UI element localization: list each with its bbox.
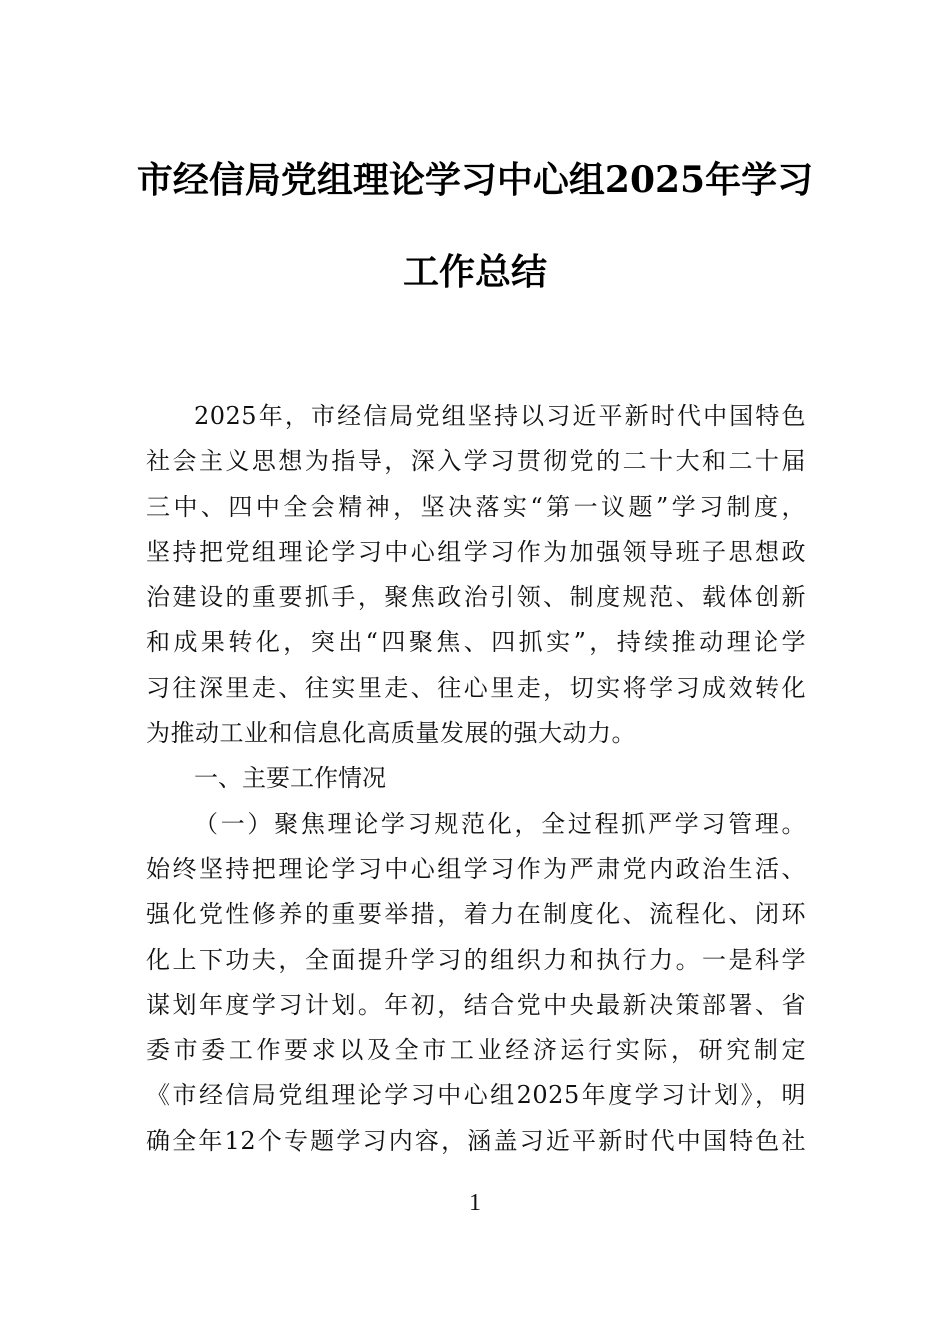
title-line-1: 市经信局党组理论学习中心组2025年学习 xyxy=(136,159,814,201)
paragraph-line: 为推动工业和信息化高质量发展的强大动力。 xyxy=(146,719,636,748)
document-title xyxy=(120,159,830,293)
page-number: 1 xyxy=(469,1190,481,1216)
paragraph-line: 《市经信局党组理论学习中心组2025年度学习计划》，明 xyxy=(146,1081,806,1110)
subsection-paragraph xyxy=(146,802,806,1164)
paragraph-line: 委市委工作要求以及全市工业经济运行实际，研究制定 xyxy=(146,1036,806,1065)
section-heading: 一、主要工作情况 xyxy=(194,764,386,793)
paragraph-line: 确全年12个专题学习内容，涵盖习近平新时代中国特色社 xyxy=(146,1126,806,1155)
intro-paragraph xyxy=(146,394,806,756)
paragraph-line: 坚持把党组理论学习中心组学习作为加强领导班子思想政 xyxy=(146,537,806,566)
paragraph-line: 三中、四中全会精神，坚决落实“第一议题”学习制度， xyxy=(146,492,806,521)
paragraph-line: 化上下功夫，全面提升学习的组织力和执行力。一是科学 xyxy=(146,945,806,974)
document-body xyxy=(146,394,806,1164)
subsection-heading-line: （一）聚焦理论学习规范化，全过程抓严学习管理。 xyxy=(194,809,806,838)
paragraph-line: 谋划年度学习计划。年初，结合党中央最新决策部署、省 xyxy=(146,990,806,1019)
paragraph-line: 习往深里走、往实里走、往心里走，切实将学习成效转化 xyxy=(146,673,806,702)
paragraph-line: 和成果转化，突出“四聚焦、四抓实”，持续推动理论学 xyxy=(146,628,806,657)
title-line-2: 工作总结 xyxy=(402,251,547,293)
paragraph-line: 治建设的重要抓手，聚焦政治引领、制度规范、载体创新 xyxy=(146,583,806,612)
paragraph-line: 社会主义思想为指导，深入学习贯彻党的二十大和二十届 xyxy=(146,447,806,476)
paragraph-line: 始终坚持把理论学习中心组学习作为严肃党内政治生活、 xyxy=(146,854,806,883)
paragraph-line: 强化党性修养的重要举措，着力在制度化、流程化、闭环 xyxy=(146,900,806,929)
paragraph-line: 2025年，市经信局党组坚持以习近平新时代中国特色 xyxy=(194,402,806,430)
